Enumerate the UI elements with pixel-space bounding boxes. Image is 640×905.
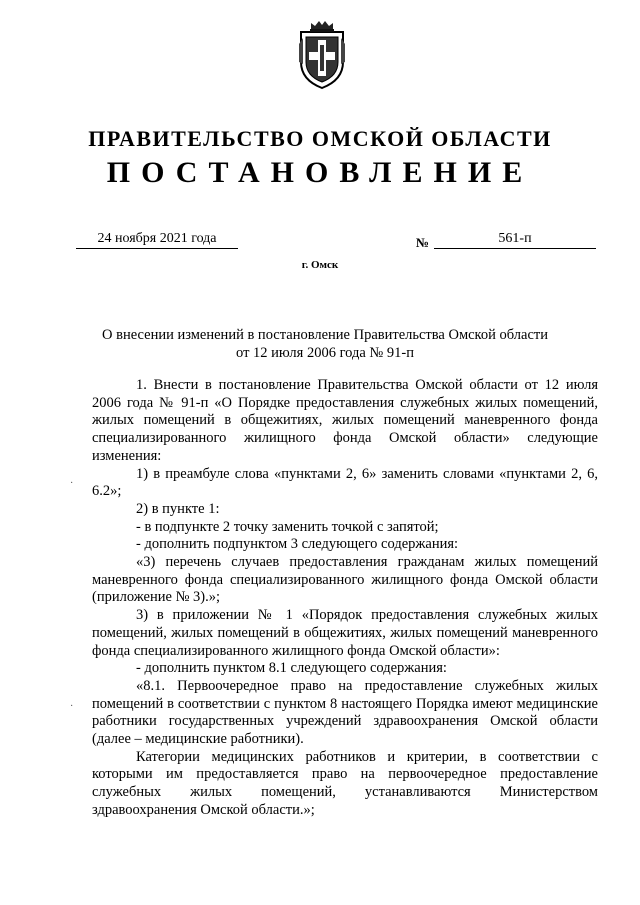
paragraph: - дополнить подпунктом 3 следующего содержания: (136, 536, 459, 553)
margin-dot: · (70, 478, 74, 489)
city: г. Омск (301, 259, 339, 271)
document-type: ПОСТАНОВЛЕНИЕ (106, 156, 534, 189)
document-body (92, 377, 598, 820)
document-date: 24 ноября 2021 года (76, 231, 238, 249)
paragraph: «8.1. Первоочередное право на предоставление служебных жилых помещений в соответствии с пунктом 8 настоящего Порядка имеют медицинские работники государственных учреждений здравоохранения Омской области (далее – медицинские работники). (92, 677, 598, 748)
paragraph: 3) в приложении № 1 «Порядок предоставления служебных жилых помещений, жилых помещений в общежитиях, жилых помещений маневренного фонда специализированного жилищного фонда Омской области»: (92, 607, 598, 659)
paragraph: - в подпункте 2 точку заменить точкой с запятой; (136, 518, 439, 535)
number-sign: № (416, 235, 430, 250)
paragraph: - дополнить пунктом 8.1 следующего содержания: (136, 660, 447, 677)
margin-dot: · (70, 701, 74, 712)
government-name: ПРАВИТЕЛЬСТВО ОМСКОЙ ОБЛАСТИ (88, 126, 552, 151)
title-line-1: О внесении изменений в постановление Правительства Омской области (102, 327, 548, 343)
omsk-coat-of-arms-icon (297, 18, 347, 90)
paragraph: 1) в преамбуле слова «пунктами 2, 6» заменить словами «пунктами 2, 6, 6.2»; (92, 465, 598, 500)
paragraph: Категории медицинских работников и критерии, в соответствии с которыми им предоставляется право на первоочередное предоставление служебных жилых помещений, устанавливаются Министерством здравоохранения Омской области.»; (92, 748, 598, 818)
paragraph: «3) перечень случаев предоставления гражданам жилых помещений маневренного фонда специализированного жилищного фонда Омской области (приложение № 3).»; (92, 554, 598, 606)
paragraph: 1. Внести в постановление Правительства Омской области от 12 июля 2006 года № 91-п «О Порядке предоставления служебных жилых помещений, жилых помещений в общежитиях, жилых помещений маневренного фонда специализированного жилищного фонда Омской области» следующие изменения: (92, 377, 598, 464)
document-number: 561-п (434, 231, 596, 249)
document-title (90, 326, 560, 362)
paragraph: 2) в пункте 1: (136, 500, 220, 517)
title-line-2: от 12 июля 2006 года № 91-п (236, 345, 414, 361)
